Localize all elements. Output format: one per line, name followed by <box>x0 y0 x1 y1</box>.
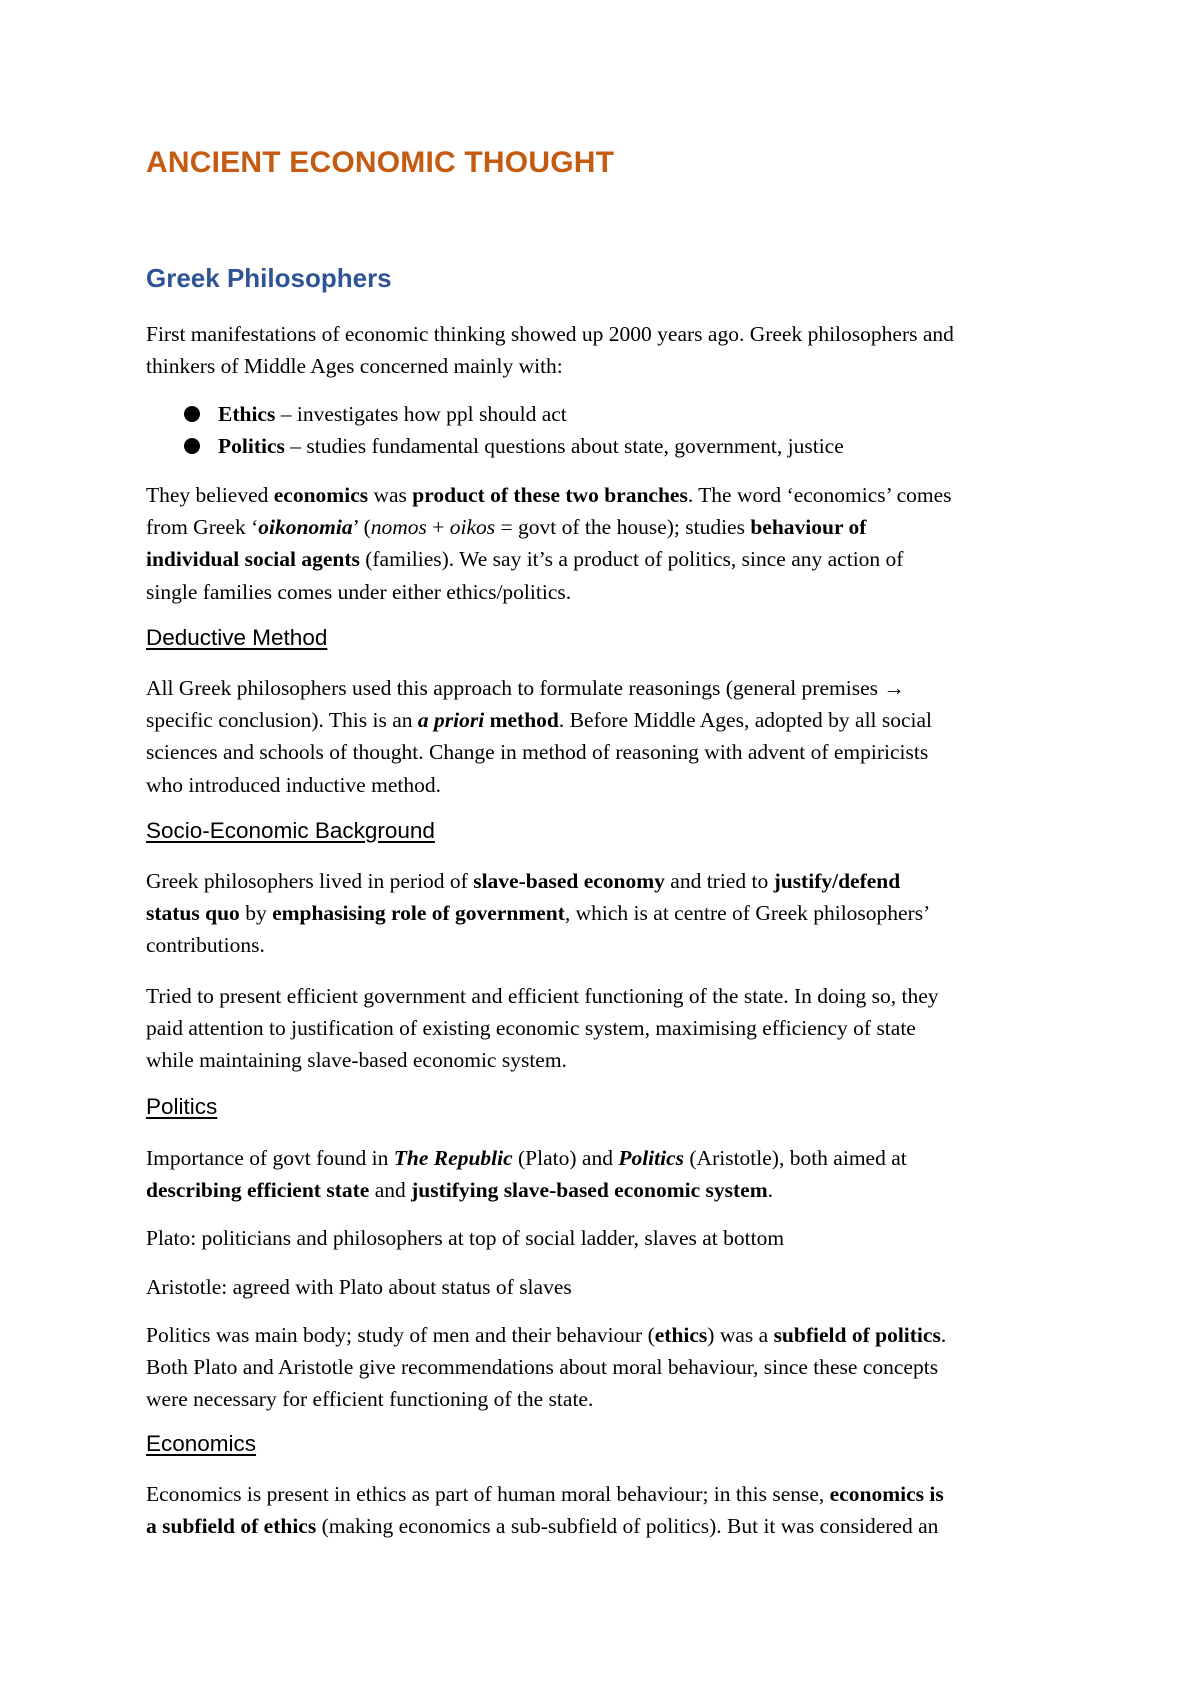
heading-politics: Politics <box>146 1094 218 1119</box>
intro-paragraph: First manifestations of economic thinking showed up 2000 years ago. Greek philosophers and thinkers of Middle Ages concerned mainly with: <box>146 322 954 379</box>
aristotle-paragraph: Aristotle: agreed with Plato about status of slaves <box>146 1275 572 1299</box>
deductive-method-paragraph: All Greek philosophers used this approach to formulate reasonings (general premises → specific conclusion). This is an a priori method. Before Middle Ages, adopted by all social sciences and schools of thought. Change in method of reasoning with advent of empiricists who introduced inductive method. <box>146 676 933 797</box>
branches-list <box>146 398 844 462</box>
heading-economics: Economics <box>146 1431 257 1456</box>
section-heading-greek-philosophers: Greek Philosophers <box>146 263 392 293</box>
heading-socio-economic-background: Socio-Economic Background <box>146 818 435 843</box>
bullet-dot-icon <box>184 438 200 454</box>
economics-paragraph: Economics is present in ethics as part of human moral behaviour; in this sense, economics is a subfield of ethics (making economics a sub-subfield of politics). But it was considered an <box>146 1482 944 1539</box>
economics-origin-paragraph: They believed economics was product of these two branches. The word ‘economics’ comes from Greek ‘oikonomia’ (nomos + oikos = govt of the house); studies behaviour of individual social agents (families). We say it’s a product of politics, since any action of single families comes under either ethics/politics. <box>146 483 952 604</box>
list-item-ethics: Ethics – investigates how ppl should act <box>146 398 844 430</box>
socio-paragraph-2: Tried to present efficient government and efficient functioning of the state. In doing so, they paid attention to justification of existing economic system, maximising efficiency of state while maintaining slave-based economic system. <box>146 984 939 1073</box>
socio-paragraph-1: Greek philosophers lived in period of slave-based economy and tried to justify/defend status quo by emphasising role of government, which is at centre of Greek philosophers’ contributions. <box>146 869 931 958</box>
arrow-right-icon: → <box>883 676 905 700</box>
heading-deductive-method: Deductive Method <box>146 625 328 650</box>
politics-paragraph-1: Importance of govt found in The Republic (Plato) and Politics (Aristotle), both aimed at describing efficient state and justifying slave-based economic system. <box>146 1146 907 1203</box>
list-item-politics: Politics – studies fundamental questions about state, government, justice <box>146 430 844 462</box>
bullet-dot-icon <box>184 406 200 422</box>
politics-paragraph-4: Politics was main body; study of men and their behaviour (ethics) was a subfield of politics. Both Plato and Aristotle give recommendations about moral behaviour, since these concepts were necessary for efficient functioning of the state. <box>146 1323 947 1412</box>
plato-paragraph: Plato: politicians and philosophers at top of social ladder, slaves at bottom <box>146 1226 785 1250</box>
document-title: ANCIENT ECONOMIC THOUGHT <box>146 146 615 179</box>
